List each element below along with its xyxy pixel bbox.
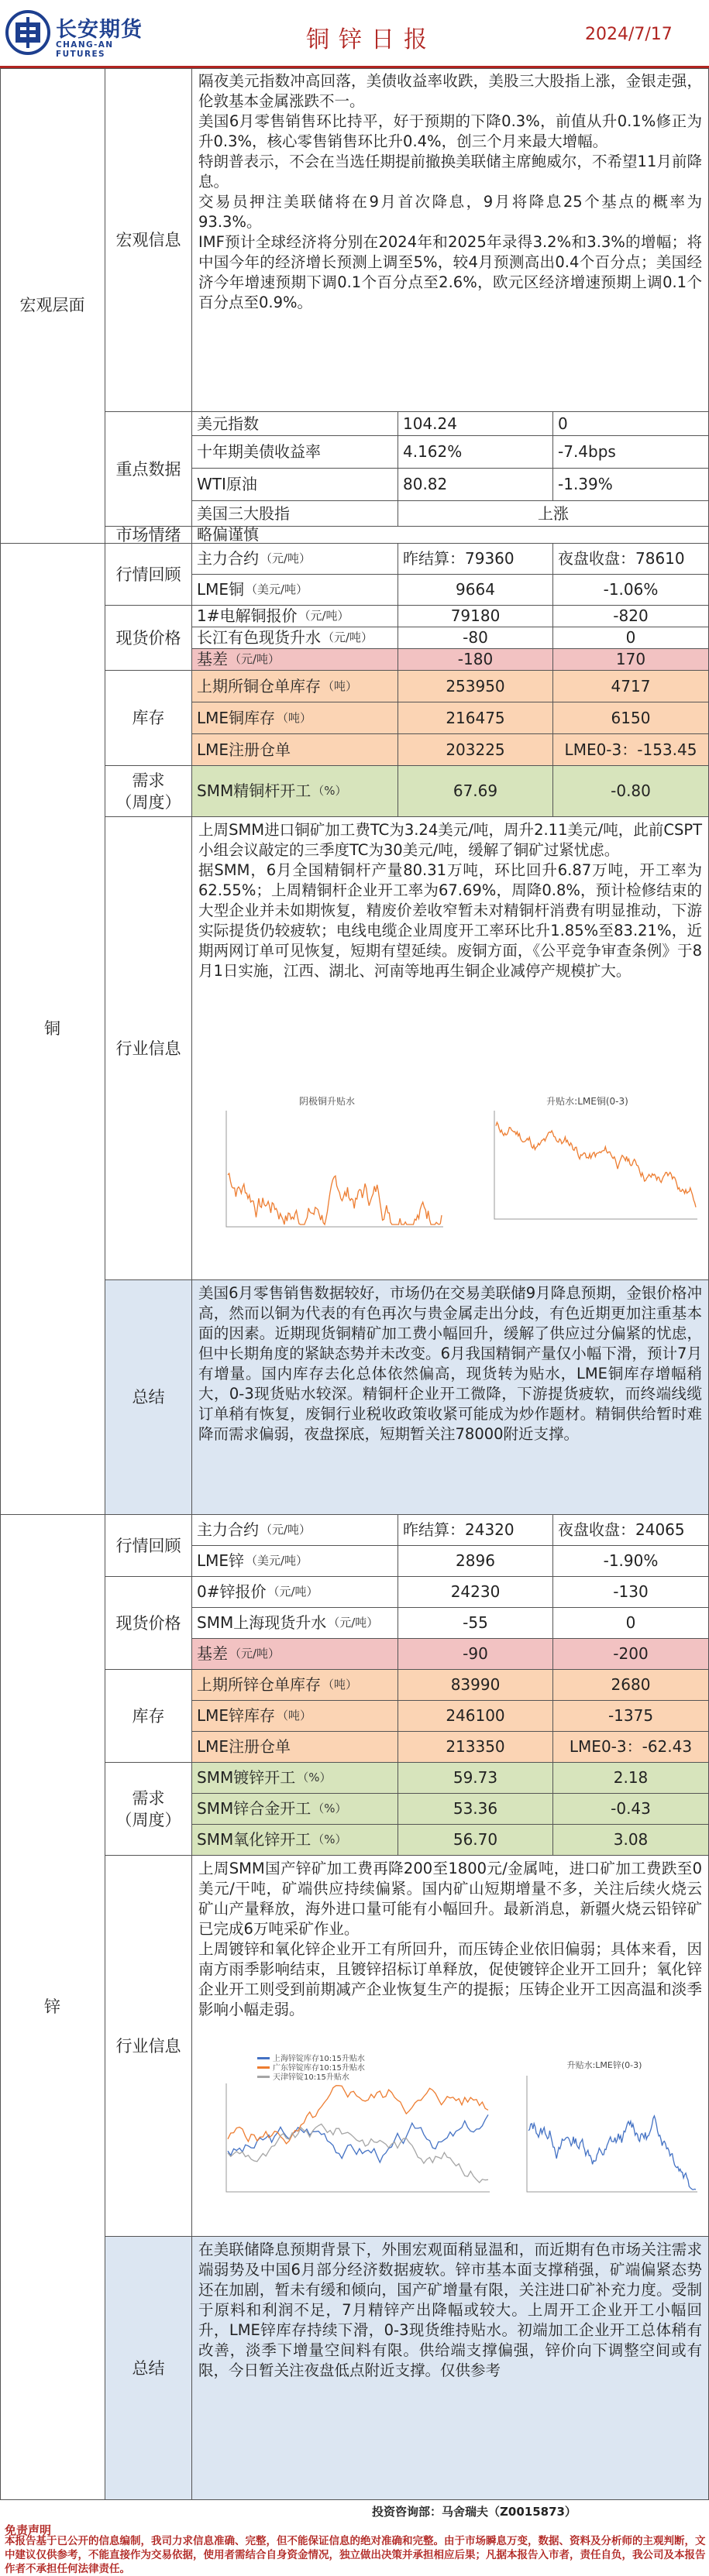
zinc-lme-change: -1.90% [553, 1546, 709, 1577]
zinc-main-prev: 昨结算：24320 [398, 1515, 553, 1546]
zinc-industry-label: 行业信息 [105, 1856, 192, 2237]
zinc-lme-spread-line [528, 2116, 696, 2190]
demand-value: 67.69 [398, 766, 553, 817]
copper-lme: LME铜 （美元/吨） [192, 575, 398, 606]
stock-change: -1375 [553, 1701, 709, 1732]
zinc-quote-label: 行情回顾 [105, 1515, 192, 1577]
stock-name: LME注册仓单 [192, 1732, 398, 1763]
copper-lme-spread-chart [471, 1092, 704, 1273]
demand-change: -0.80 [553, 766, 709, 817]
key-value: 80.82 [398, 469, 553, 501]
zinc-main-contract: 主力合约 （元/吨） [192, 1515, 398, 1546]
copper-main-contract: 主力合约 （元/吨） [192, 544, 398, 575]
legend-swatch [257, 2057, 270, 2059]
macro-info-label: 宏观信息 [105, 68, 192, 412]
copper-main-night: 夜盘收盘：78610 [553, 544, 709, 575]
legend-swatch [257, 2066, 270, 2069]
zinc-stock-label: 库存 [105, 1670, 192, 1763]
copper-main-prev: 昨结算：79360 [398, 544, 553, 575]
demand-name: SMM氧化锌开工 （%） [192, 1825, 398, 1856]
legend-item: 天津锌锭10:15升贴水 [273, 2073, 349, 2082]
section-copper: 铜 [0, 544, 105, 1515]
copper-industry-label: 行业信息 [105, 817, 192, 1280]
copper-summary-label: 总结 [105, 1280, 192, 1515]
spot-value: -80 [398, 627, 553, 649]
key-name: 美元指数 [192, 412, 398, 436]
spot-change: -130 [553, 1577, 709, 1608]
spot-value: 79180 [398, 606, 553, 627]
basis-value: -180 [398, 649, 553, 671]
zinc-lme-spread-chart-title: 升贴水:LME锌(0-3) [566, 2060, 642, 2070]
report-title: 铜锌日报 [306, 26, 436, 53]
zinc-main-night: 夜盘收盘：24065 [553, 1515, 709, 1546]
key-change: 上涨 [398, 501, 709, 527]
disclaimer-title: 免责声明 [5, 2523, 52, 2537]
spot-name: 1#电解铜报价 （元/吨） [192, 606, 398, 627]
key-name: 十年期美债收益率 [192, 436, 398, 469]
copper-lme-spread-chart-title: 升贴水:LME铜(0-3) [546, 1096, 628, 1107]
key-name: 美国三大股指 [192, 501, 398, 527]
copper-summary-text: 美国6月零售销售数据较好，市场仍在交易美联储9月降息预期，金银价格冲高，然而以铜为代表的有色再次与贵金属走出分歧，有色近期更加注重基本面的因素。近期现货铜精矿加工费小幅回升，缓解了供应过分偏紧的忧虑，但中长期角度的紧缺态势并未改变。6月我国精铜产量仅小幅下滑，预计7月有增量。国内库存去化总体依然偏高，现货转为贴水，LME铜库存增幅稍大，0-3现货贴水较深。精铜杆企业开工微降，下游提货疲软，而终端线缆订单稍有恢复，废铜行业税收政策收紧可能成为炒作题材。精铜供给暂时难降而需求偏弱，夜盘探底，短期暂关注78000附近支撑。 [192, 1280, 709, 1515]
basis-name: 基差 （元/吨） [192, 649, 398, 671]
chart-axis [226, 1111, 443, 1227]
key-name: WTI原油 [192, 469, 398, 501]
stock-change: LME0-3：-153.45 [553, 734, 709, 766]
macro-info-text: 隔夜美元指数冲高回落，美债收益率收跌，美股三大股指上涨，金银走强，伦敦基本金属涨跌不一。 美国6月零售销售环比持平，好于预期的下降0.3%，前值从升0.1%修正为升0.3%，核心零售销售环比升0.4%，创三个月来最大增幅。 特朗普表示，不会在当选任期提前撤换美联储主席鲍威尔，不希望11月前降息。 交易员押注美联储将在9月首次降息，9月将降息25个基点的概率为93.3%。 IMF预计全球经济将分别在2024年和2025年录得3.2%和3.3%的增幅；将中国今年的经济增长预测上调至5%，较4月预测高出0.4个百分点；美国经济今年增速预期下调0.1个百分点至2.6%，欧元区经济增速预期上调0.1个百分点至0.9%。 [192, 68, 709, 412]
legend-item: 上海锌锭库存10:15升贴水 [273, 2055, 365, 2063]
copper-quote-label: 行情回顾 [105, 544, 192, 606]
zinc-summary-label: 总结 [105, 2237, 192, 2500]
spot-value: -55 [398, 1608, 553, 1639]
demand-name: SMM镀锌开工 （%） [192, 1763, 398, 1794]
stock-change: 4717 [553, 671, 709, 702]
disclaimer-text: 本报告基于已公开的信息编制，我司力求信息准确、完整，但不能保证信息的绝对准确和完整。由于市场瞬息万变，数据、资料及分析师的主观判断，文中建议仅供参考，不能直接作为交易依据，使用者需结合自身资金情况，独立做出决策并承担相应后果；凡据本报告入市者，责任自负，我公司及本报告作者不承担任何法律责任。 [5, 2535, 706, 2575]
basis-name: 基差 （元/吨） [192, 1639, 398, 1670]
stock-value: 216475 [398, 702, 553, 734]
key-value: 104.24 [398, 412, 553, 436]
legend-swatch [257, 2076, 270, 2078]
basis-value: -90 [398, 1639, 553, 1670]
macro-sentiment-label: 市场情绪 [105, 527, 192, 544]
key-change: -7.4bps [553, 436, 709, 469]
basis-change: -200 [553, 1639, 709, 1670]
demand-value: 59.73 [398, 1763, 553, 1794]
report-header [0, 0, 709, 68]
copper-premium-line [228, 1173, 442, 1224]
demand-value: 53.36 [398, 1794, 553, 1825]
copper-lme-value: 9664 [398, 575, 553, 606]
demand-name: SMM锌合金开工 （%） [192, 1794, 398, 1825]
spot-name: 0#锌报价 （元/吨） [192, 1577, 398, 1608]
stock-value: 203225 [398, 734, 553, 766]
macro-key-label: 重点数据 [105, 412, 192, 527]
stock-name: LME锌库存 （吨） [192, 1701, 398, 1732]
spot-change: -820 [553, 606, 709, 627]
copper-industry-text: 上周SMM进口铜矿加工费TC为3.24美元/吨，周升2.11美元/吨，此前CSPT小组会议敲定的三季度TC为30美元/吨，缓解了铜矿过紧忧虑。 据SMM，6月全国精铜杆产量80.31万吨，环比回升6.87万吨，开工率为62.55%；上周精铜杆企业开工率为67.69%，周降0.8%，预计检修结束的大型企业并未如期恢复，精废价差收窄暂未对精铜杆消费有明显推动，下游实际提货仍较疲软；电线电缆企业周度开工率环比升1.85%至83.21%，近期两网订单可见恢复，短期有望延续。废铜方面，《公平竞争审查条例》于8月1日实施，江西、湖北、河南等地再生铜企业减停产规模扩大。 [198, 821, 702, 980]
company-logo [5, 6, 160, 62]
zinc-spot-label: 现货价格 [105, 1577, 192, 1670]
spot-change: 0 [553, 1608, 709, 1639]
copper-premium-chart-title: 阴极铜升贴水 [298, 1096, 356, 1107]
zinc-lme: LME锌 （美元/吨） [192, 1546, 398, 1577]
zinc-lme-spread-chart [505, 2052, 704, 2232]
basis-change: 170 [553, 649, 709, 671]
copper-lme-spread-line [496, 1122, 696, 1207]
macro-sentiment-value: 略偏谨慎 [192, 527, 709, 544]
demand-change: -0.43 [553, 1794, 709, 1825]
copper-lme-spread-chart-svg [471, 1092, 704, 1273]
spot-change: 0 [553, 627, 709, 649]
chart-axis [494, 1111, 697, 1219]
zinc-premium-legend [257, 2053, 365, 2082]
stock-value: 83990 [398, 1670, 553, 1701]
zinc-premium-chart-svg [203, 2052, 497, 2232]
section-zinc: 锌 [0, 1515, 105, 2500]
copper-stock-label: 库存 [105, 671, 192, 766]
demand-change: 2.18 [553, 1763, 709, 1794]
copper-spot-label: 现货价格 [105, 606, 192, 671]
spot-name: SMM上海现货升水 （元/吨） [192, 1608, 398, 1639]
section-macro: 宏观层面 [0, 68, 105, 544]
stock-name: LME注册仓单 [192, 734, 398, 766]
company-name-en: CHANG-AN FUTURES [56, 40, 114, 59]
stock-name: 上期所铜仓单库存 （吨） [192, 671, 398, 702]
zinc-industry-text: 上周SMM国产锌矿加工费再降200至1800元/金属吨，进口矿加工费跌至0美元/干吨，矿端供应持续偏紧。国内矿山短期增量不多，关注后续火烧云矿山产量释放，海外进口量可能有小幅回升。最新消息，新疆火烧云铅锌矿已完成6万吨采矿作业。 上周镀锌和氧化锌企业开工有所回升，而压铸企业依旧偏弱；具体来看，因南方雨季影响结束，且镀锌招标订单释放，促使镀锌企业开工回升；氧化锌企业开工则受到前期减产企业恢复生产的提振；压铸企业开工因高温和淡季影响小幅走弱。 [198, 1860, 702, 2018]
stock-change: LME0-3：-62.43 [553, 1732, 709, 1763]
legend-item: 广东锌锭库存10:15升贴水 [273, 2064, 365, 2073]
key-change: 0 [553, 412, 709, 436]
spot-value: 24230 [398, 1577, 553, 1608]
stock-value: 253950 [398, 671, 553, 702]
demand-change: 3.08 [553, 1825, 709, 1856]
demand-name: SMM精铜杆开工 （%） [192, 766, 398, 817]
zinc-lme-spread-chart-svg [505, 2052, 704, 2232]
chart-axis [527, 2076, 697, 2192]
stock-value: 213350 [398, 1732, 553, 1763]
stock-name: 上期所锌仓单库存 （吨） [192, 1670, 398, 1701]
copper-lme-change: -1.06% [553, 575, 709, 606]
demand-value: 56.70 [398, 1825, 553, 1856]
stock-value: 246100 [398, 1701, 553, 1732]
key-change: -1.39% [553, 469, 709, 501]
key-value: 4.162% [398, 436, 553, 469]
analyst-credit: 投资咨询部：马舍瑞夫（Z0015873） [372, 2505, 576, 2519]
stock-change: 2680 [553, 1670, 709, 1701]
zinc-lme-value: 2896 [398, 1546, 553, 1577]
zinc-summary-text: 在美联储降息预期背景下，外围宏观面稍显温和，而近期有色市场关注需求端弱势及中国6月部分经济数据疲软。锌市基本面支撑稍强，矿端偏紧态势还在加剧，暂未有缓和倾向，国产矿增量有限，关注进口矿补充力度。受制于原料和利润不足，7月精锌产出降幅或较大。上周开工企业开工小幅回升，LME锌库存持续下滑，0-3现货维持贴水。初端加工企业开工总体稍有改善，淡季下增量空间料有限。供给端支撑偏强，锌价向下调整空间或有限，今日暂关注夜盘低点附近支撑。仅供参考 [192, 2237, 709, 2500]
copper-premium-chart [203, 1092, 449, 1273]
stock-name: LME铜库存 （吨） [192, 702, 398, 734]
company-logo-icon [5, 9, 51, 56]
copper-demand-label: 需求 （周度） [105, 766, 192, 817]
spot-name: 长江有色现货升水 （元/吨） [192, 627, 398, 649]
stock-change: 6150 [553, 702, 709, 734]
copper-premium-chart-svg [203, 1092, 449, 1273]
zinc-demand-label: 需求 （周度） [105, 1763, 192, 1856]
company-name-cn: 长安期货 [56, 18, 143, 42]
report-date: 2024/7/17 [585, 25, 673, 44]
zinc-premium-chart [203, 2052, 497, 2232]
